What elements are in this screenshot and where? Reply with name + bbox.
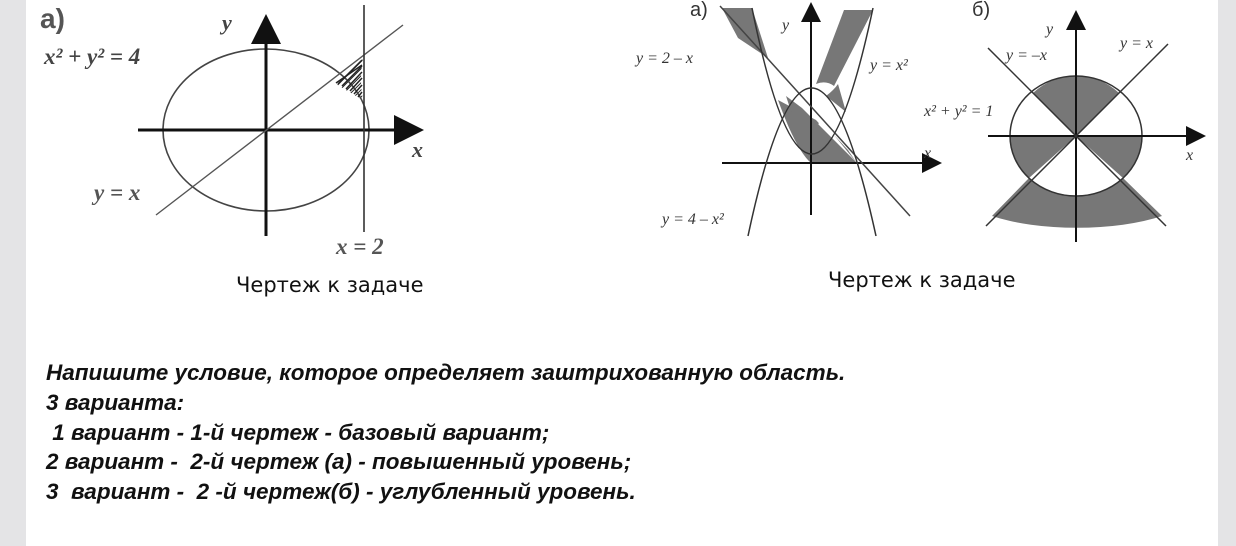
figure2b-pos-line-eq: y = x bbox=[1120, 35, 1153, 52]
document-page bbox=[26, 0, 1218, 546]
shaded-left-lower bbox=[1010, 136, 1076, 178]
figure2a-y-label: y bbox=[782, 17, 790, 34]
figure2b-part-label: б) bbox=[972, 0, 991, 21]
figure2-caption: Чертеж к задаче bbox=[828, 268, 1016, 292]
task-line: Напишите условие, которое определяет заштрихованную область. bbox=[46, 360, 846, 385]
figure2b-neg-line-eq: y = –x bbox=[1006, 47, 1047, 64]
figure2b bbox=[923, 0, 1202, 242]
figure1-part-label: а) bbox=[40, 3, 65, 34]
figure2a-parabola-up-eq: y = x² bbox=[870, 57, 908, 74]
figure2a bbox=[634, 0, 938, 236]
task-line: 3 варианта: bbox=[46, 389, 185, 415]
figure2b-y-label: y bbox=[1046, 21, 1054, 38]
figure2a-part-label: а) bbox=[690, 0, 708, 21]
shaded-right-lower bbox=[1076, 136, 1142, 178]
figure1-line-equation: y = x bbox=[94, 180, 141, 205]
figure2a-parabola-down-eq: y = 4 – x² bbox=[662, 211, 724, 228]
figure2b-circle-eq: x² + y² = 1 bbox=[924, 103, 994, 120]
figure1-y-label: y bbox=[222, 10, 232, 35]
figure2a-line-eq: y = 2 – x bbox=[636, 50, 693, 67]
figure2b-x-label: x bbox=[1186, 147, 1194, 164]
figure2a-x-label: x bbox=[924, 145, 932, 162]
task-line: 3 вариант - 2 -й чертеж(б) - углубленный уровень. bbox=[46, 479, 636, 505]
task-line: 1 вариант - 1-й чертеж - базовый вариант; bbox=[46, 419, 550, 445]
figure1-vline-equation: x = 2 bbox=[336, 234, 384, 259]
task-line: 2 вариант - 2-й чертеж (а) - повышенный уровень; bbox=[46, 449, 632, 475]
task-text bbox=[46, 358, 845, 507]
figure1-caption: Чертеж к задаче bbox=[236, 273, 424, 297]
figure1-circle-equation: x² + y² = 4 bbox=[44, 44, 141, 69]
line-2-minus-x bbox=[720, 6, 910, 216]
figure1-x-label: x bbox=[412, 137, 423, 162]
